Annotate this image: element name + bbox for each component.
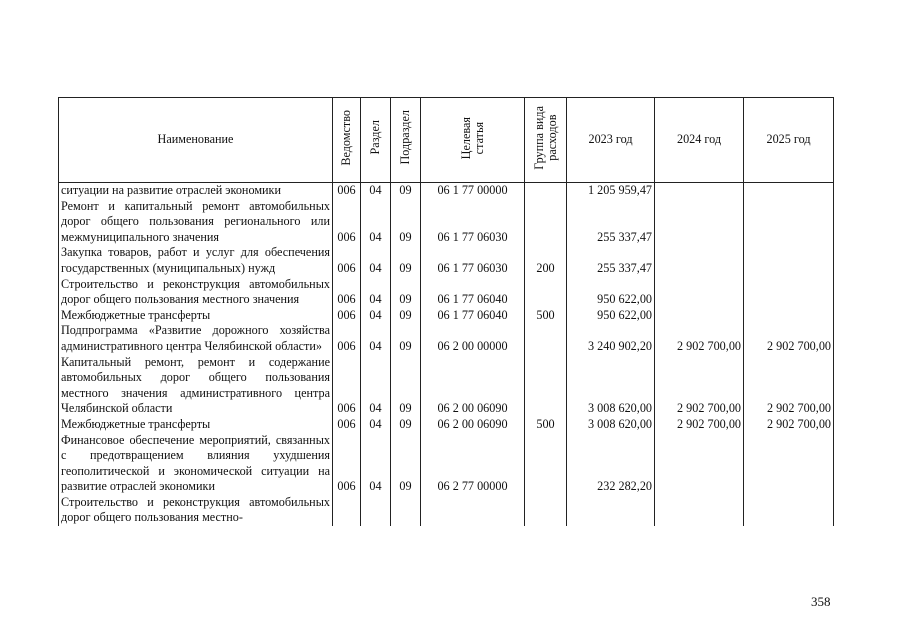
cell-subsection: 09: [391, 308, 421, 324]
cell-target-article: 06 1 77 06030: [421, 199, 525, 246]
cell-department: 006: [333, 323, 361, 354]
cell-subsection: 09: [391, 433, 421, 495]
cell-department: 006: [333, 277, 361, 308]
cell-expense-group: [525, 355, 567, 417]
cell-2024: [655, 308, 744, 324]
cell-department: 006: [333, 308, 361, 324]
cell-target-article: 06 1 77 06040: [421, 308, 525, 324]
cell-2025: [744, 277, 834, 308]
header-year-2023: 2023 год: [567, 98, 655, 183]
cell-2025: [744, 308, 834, 324]
cell-2024: [655, 495, 744, 526]
cell-department: 006: [333, 417, 361, 433]
cell-2024: [655, 199, 744, 246]
cell-expense-group: [525, 183, 567, 199]
header-subsection: Подраздел: [391, 98, 421, 183]
cell-2025: [744, 199, 834, 246]
cell-2025: [744, 495, 834, 526]
cell-target-article: 06 2 00 06090: [421, 355, 525, 417]
cell-section: [361, 495, 391, 526]
cell-2024: 2 902 700,00: [655, 417, 744, 433]
table-row: [59, 355, 834, 417]
cell-name: Подпрограмма «Развитие дорожного хозяйства административного центра Челябинской области»: [59, 323, 333, 354]
table-row: [59, 495, 834, 526]
cell-2025: 2 902 700,00: [744, 355, 834, 417]
table-row: [59, 245, 834, 276]
cell-target-article: 06 1 77 06030: [421, 245, 525, 276]
cell-2023: 950 622,00: [567, 277, 655, 308]
table-header-row: [59, 98, 834, 183]
cell-subsection: [391, 495, 421, 526]
table-row: [59, 277, 834, 308]
cell-name: Строительство и реконструкция автомобильных дорог общего пользования местно-: [59, 495, 333, 526]
cell-subsection: 09: [391, 355, 421, 417]
cell-department: 006: [333, 199, 361, 246]
cell-name: Межбюджетные трансферты: [59, 308, 333, 324]
table-row: [59, 417, 834, 433]
cell-expense-group: [525, 433, 567, 495]
cell-subsection: 09: [391, 323, 421, 354]
table-row: [59, 308, 834, 324]
header-name: Наименование: [59, 98, 333, 183]
table-row: [59, 323, 834, 354]
header-section: Раздел: [361, 98, 391, 183]
cell-section: 04: [361, 277, 391, 308]
cell-department: 006: [333, 183, 361, 199]
cell-2023: 255 337,47: [567, 199, 655, 246]
cell-2025: 2 902 700,00: [744, 417, 834, 433]
page-number: 358: [811, 594, 831, 609]
table-row: [59, 183, 834, 199]
cell-expense-group: [525, 323, 567, 354]
cell-2024: [655, 433, 744, 495]
cell-name: Ремонт и капитальный ремонт автомобильных дорог общего пользования регионального или межмуниципального значения: [59, 199, 333, 246]
cell-expense-group: 500: [525, 308, 567, 324]
table-body: [59, 183, 834, 527]
cell-name: Закупка товаров, работ и услуг для обеспечения государственных (муниципальных) нужд: [59, 245, 333, 276]
cell-target-article: 06 2 00 00000: [421, 323, 525, 354]
cell-2023: 3 008 620,00: [567, 355, 655, 417]
cell-target-article: 06 2 00 06090: [421, 417, 525, 433]
cell-2024: [655, 245, 744, 276]
cell-department: 006: [333, 433, 361, 495]
cell-section: 04: [361, 308, 391, 324]
cell-department: 006: [333, 355, 361, 417]
cell-2024: [655, 183, 744, 199]
cell-expense-group: [525, 495, 567, 526]
cell-department: 006: [333, 245, 361, 276]
cell-expense-group: [525, 199, 567, 246]
cell-name: ситуации на развитие отраслей экономики: [59, 183, 333, 199]
cell-section: 04: [361, 355, 391, 417]
budget-table: [58, 97, 834, 526]
cell-target-article: 06 2 77 00000: [421, 433, 525, 495]
header-department: Ведомство: [333, 98, 361, 183]
cell-subsection: 09: [391, 245, 421, 276]
cell-department: [333, 495, 361, 526]
table-row: [59, 199, 834, 246]
cell-2023: 3 240 902,20: [567, 323, 655, 354]
cell-subsection: 09: [391, 199, 421, 246]
header-year-2025: 2025 год: [744, 98, 834, 183]
cell-subsection: 09: [391, 183, 421, 199]
cell-2023: 232 282,20: [567, 433, 655, 495]
cell-section: 04: [361, 417, 391, 433]
cell-2025: [744, 183, 834, 199]
cell-2023: [567, 495, 655, 526]
cell-2023: 3 008 620,00: [567, 417, 655, 433]
cell-2023: 950 622,00: [567, 308, 655, 324]
header-year-2024: 2024 год: [655, 98, 744, 183]
cell-2024: 2 902 700,00: [655, 355, 744, 417]
cell-section: 04: [361, 433, 391, 495]
cell-2025: 2 902 700,00: [744, 323, 834, 354]
cell-name: Финансовое обеспечение мероприятий, связанных с предотвращением влияния ухудшения геополитической и экономической ситуации на развитие отраслей экономики: [59, 433, 333, 495]
header-expense-group: Группа вида расходов: [525, 98, 567, 183]
cell-2025: [744, 245, 834, 276]
cell-name: Строительство и реконструкция автомобильных дорог общего пользования местного значения: [59, 277, 333, 308]
cell-target-article: 06 1 77 06040: [421, 277, 525, 308]
cell-expense-group: 500: [525, 417, 567, 433]
cell-section: 04: [361, 183, 391, 199]
cell-2023: 1 205 959,47: [567, 183, 655, 199]
cell-target-article: 06 1 77 00000: [421, 183, 525, 199]
cell-subsection: 09: [391, 277, 421, 308]
header-target-article: Целевая статья: [421, 98, 525, 183]
cell-2025: [744, 433, 834, 495]
cell-expense-group: 200: [525, 245, 567, 276]
cell-expense-group: [525, 277, 567, 308]
cell-target-article: [421, 495, 525, 526]
cell-2024: [655, 277, 744, 308]
cell-subsection: 09: [391, 417, 421, 433]
cell-2024: 2 902 700,00: [655, 323, 744, 354]
cell-2023: 255 337,47: [567, 245, 655, 276]
table-row: [59, 433, 834, 495]
cell-name: Межбюджетные трансферты: [59, 417, 333, 433]
cell-section: 04: [361, 245, 391, 276]
cell-section: 04: [361, 323, 391, 354]
cell-name: Капитальный ремонт, ремонт и содержание автомобильных дорог общего пользования местного значения административного центра Челябинской области: [59, 355, 333, 417]
cell-section: 04: [361, 199, 391, 246]
